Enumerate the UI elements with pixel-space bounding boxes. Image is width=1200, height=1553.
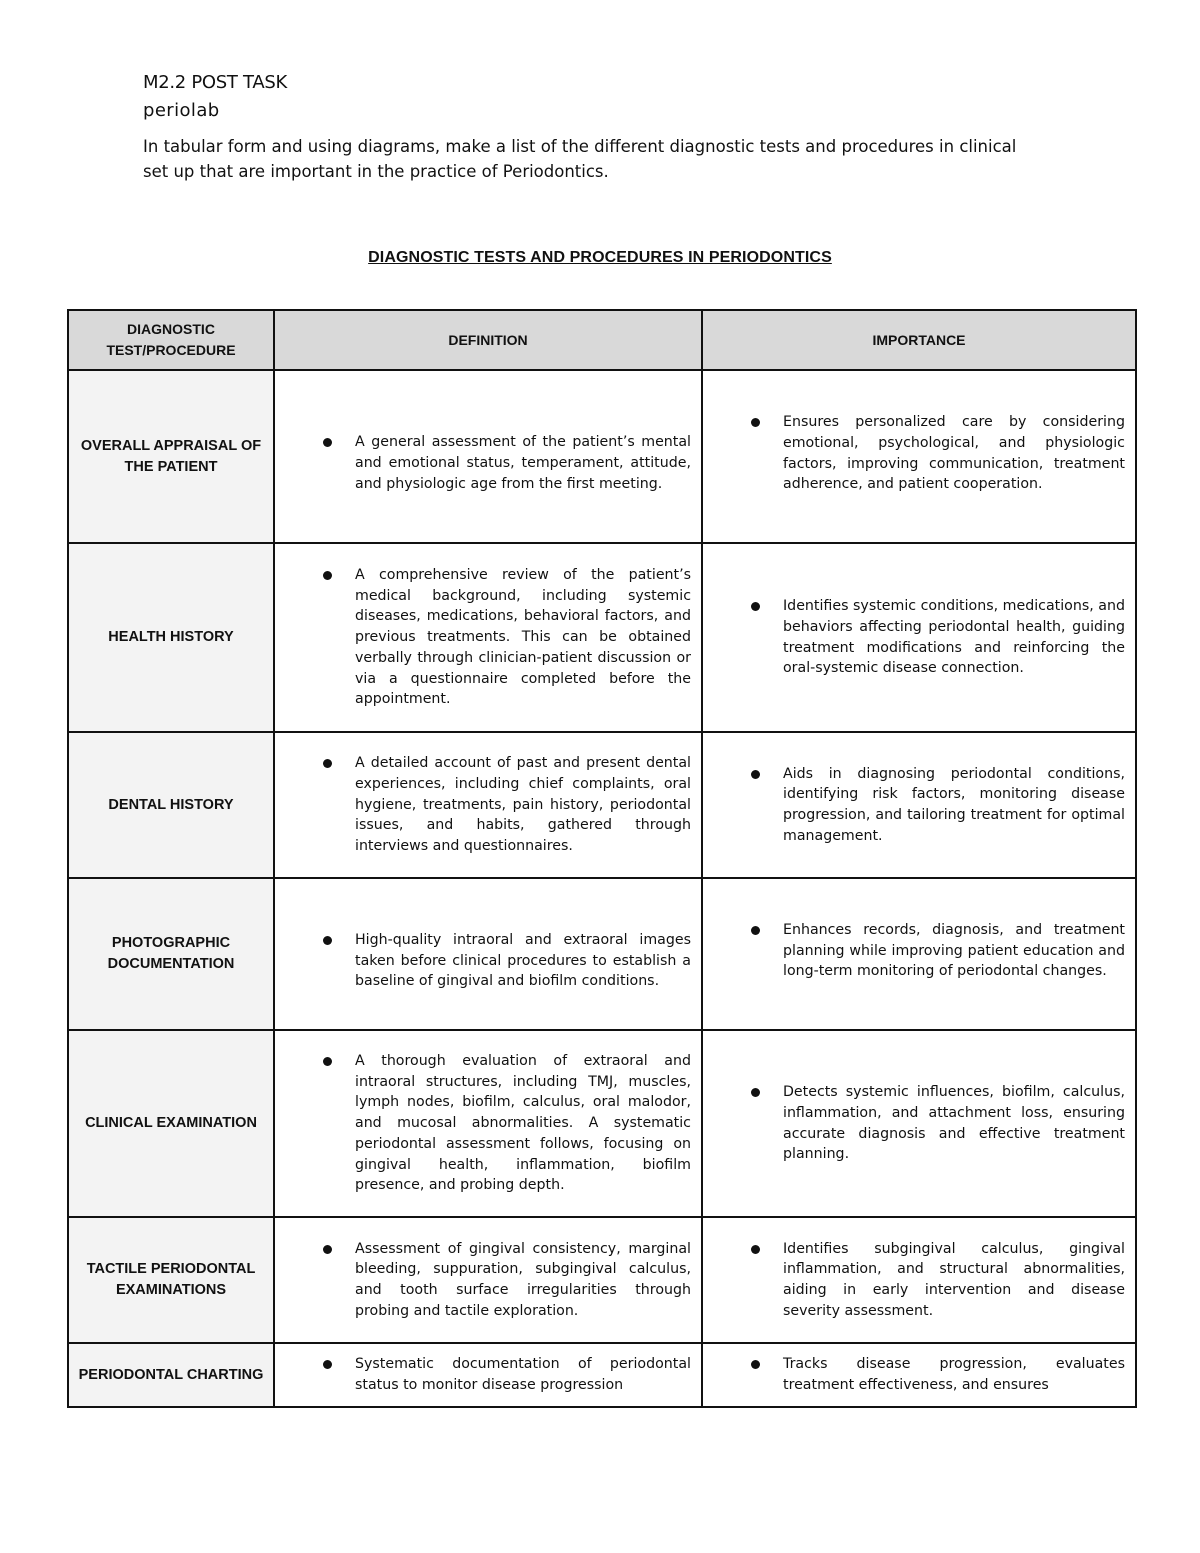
definition-cell xyxy=(274,878,702,1030)
importance-cell xyxy=(702,543,1136,732)
bullet-icon xyxy=(323,1245,332,1254)
bullet-icon xyxy=(323,1360,332,1369)
bullet-icon xyxy=(323,438,332,447)
column-header-importance: IMPORTANCE xyxy=(702,310,1136,370)
definition-list-item xyxy=(275,1239,701,1322)
column-header-definition: DEFINITION xyxy=(274,310,702,370)
table-row xyxy=(68,1217,1136,1343)
definition-list-item xyxy=(275,1051,701,1196)
definition-cell xyxy=(274,1217,702,1343)
importance-list-item xyxy=(703,764,1135,847)
definition-text: High-quality intraoral and extraoral images taken before clinical procedures to establish a baseline of gingival and biofilm conditions. xyxy=(355,931,691,990)
table-row xyxy=(68,1030,1136,1217)
table-row xyxy=(68,1343,1136,1407)
definition-list-item xyxy=(275,930,701,992)
document-header xyxy=(143,70,1043,184)
definition-list-item xyxy=(275,753,701,857)
course-subtitle: periolab xyxy=(143,100,220,121)
importance-list-item xyxy=(703,1354,1135,1395)
importance-cell xyxy=(702,732,1136,878)
definition-list-item xyxy=(275,432,701,494)
bullet-icon xyxy=(751,770,760,779)
test-name: HEALTH HISTORY xyxy=(68,543,274,732)
test-name: PERIODONTAL CHARTING xyxy=(68,1343,274,1407)
table-header-row xyxy=(68,310,1136,370)
definition-cell xyxy=(274,370,702,543)
bullet-icon xyxy=(751,1088,760,1097)
table-row xyxy=(68,370,1136,543)
importance-list-item xyxy=(703,1082,1135,1165)
task-title: M2.2 POST TASK xyxy=(143,72,287,93)
test-name: DENTAL HISTORY xyxy=(68,732,274,878)
definition-cell xyxy=(274,1343,702,1407)
importance-cell xyxy=(702,1030,1136,1217)
bullet-icon xyxy=(323,936,332,945)
definition-cell xyxy=(274,543,702,732)
definition-text: Systematic documentation of periodontal status to monitor disease progression xyxy=(355,1356,691,1393)
table-row xyxy=(68,543,1136,732)
definition-text: A general assessment of the patient’s mental and emotional status, temperament, attitude, and physiologic age from the first meeting. xyxy=(355,434,691,492)
definition-list-item xyxy=(275,1354,701,1395)
definition-text: A detailed account of past and present dental experiences, including chief complaints, oral hygiene, treatments, pain history, periodontal issues, and habits, gathered through interviews and questionnaires. xyxy=(355,755,691,855)
importance-text: Identifies systemic conditions, medications, and behaviors affecting periodontal health, guiding treatment modifications and reinforcing the oral-systemic disease connection. xyxy=(783,598,1125,677)
definition-text: A thorough evaluation of extraoral and intraoral structures, including TMJ, muscles, lymph nodes, biofilm, calculus, oral malodor, and mucosal abnormalities. A systematic periodontal assessment follows, focusing on gingival health, inflammation, biofilm presence, and probing depth. xyxy=(355,1053,691,1194)
bullet-icon xyxy=(751,1245,760,1254)
importance-list-item xyxy=(703,920,1135,982)
importance-cell xyxy=(702,370,1136,543)
definition-cell xyxy=(274,732,702,878)
bullet-icon xyxy=(751,602,760,611)
diagnostic-table xyxy=(67,309,1137,1408)
importance-text: Identifies subgingival calculus, gingival inflammation, and structural abnormalities, aiding in early intervention and disease severity assessment. xyxy=(783,1240,1125,1319)
table-row xyxy=(68,878,1136,1030)
importance-text: Detects systemic influences, biofilm, calculus, inflammation, and attachment loss, ensuring accurate diagnosis and effective treatment planning. xyxy=(783,1084,1125,1163)
table-row xyxy=(68,732,1136,878)
definition-cell xyxy=(274,1030,702,1217)
importance-list-item xyxy=(703,596,1135,679)
importance-cell xyxy=(702,878,1136,1030)
importance-text: Tracks disease progression, evaluates treatment effectiveness, and ensures xyxy=(783,1356,1125,1393)
test-name: PHOTOGRAPHIC DOCUMENTATION xyxy=(68,878,274,1030)
bullet-icon xyxy=(323,759,332,768)
task-instructions: In tabular form and using diagrams, make a list of the different diagnostic tests and procedures in clinical set up that are important in the practice of Periodontics. xyxy=(143,137,1017,181)
table-heading: DIAGNOSTIC TESTS AND PROCEDURES IN PERIODONTICS xyxy=(368,249,832,266)
bullet-icon xyxy=(323,1057,332,1066)
definition-text: Assessment of gingival consistency, marginal bleeding, suppuration, subgingival calculus, and tooth surface irregularities through probing and tactile exploration. xyxy=(355,1240,691,1319)
definition-list-item xyxy=(275,565,701,710)
importance-cell xyxy=(702,1343,1136,1407)
importance-text: Aids in diagnosing periodontal conditions, identifying risk factors, monitoring disease progression, and tailoring treatment for optimal management. xyxy=(783,765,1125,844)
bullet-icon xyxy=(751,418,760,427)
definition-text: A comprehensive review of the patient’s medical background, including systemic diseases, medications, behavioral factors, and previous treatments. This can be obtained verbally through clinician-patient discussion or via a questionnaire completed before the appointment. xyxy=(355,567,691,708)
importance-text: Enhances records, diagnosis, and treatment planning while improving patient education and long-term monitoring of periodontal changes. xyxy=(783,921,1125,980)
test-name: OVERALL APPRAISAL OF THE PATIENT xyxy=(68,370,274,543)
test-name: TACTILE PERIODONTAL EXAMINATIONS xyxy=(68,1217,274,1343)
importance-cell xyxy=(702,1217,1136,1343)
bullet-icon xyxy=(751,926,760,935)
column-header-test: DIAGNOSTIC TEST/PROCEDURE xyxy=(68,310,274,370)
test-name: CLINICAL EXAMINATION xyxy=(68,1030,274,1217)
bullet-icon xyxy=(323,571,332,580)
bullet-icon xyxy=(751,1360,760,1369)
importance-list-item xyxy=(703,1239,1135,1322)
importance-list-item xyxy=(703,412,1135,495)
importance-text: Ensures personalized care by considering emotional, psychological, and physiologic factors, improving communication, treatment adherence, and patient cooperation. xyxy=(783,414,1125,493)
